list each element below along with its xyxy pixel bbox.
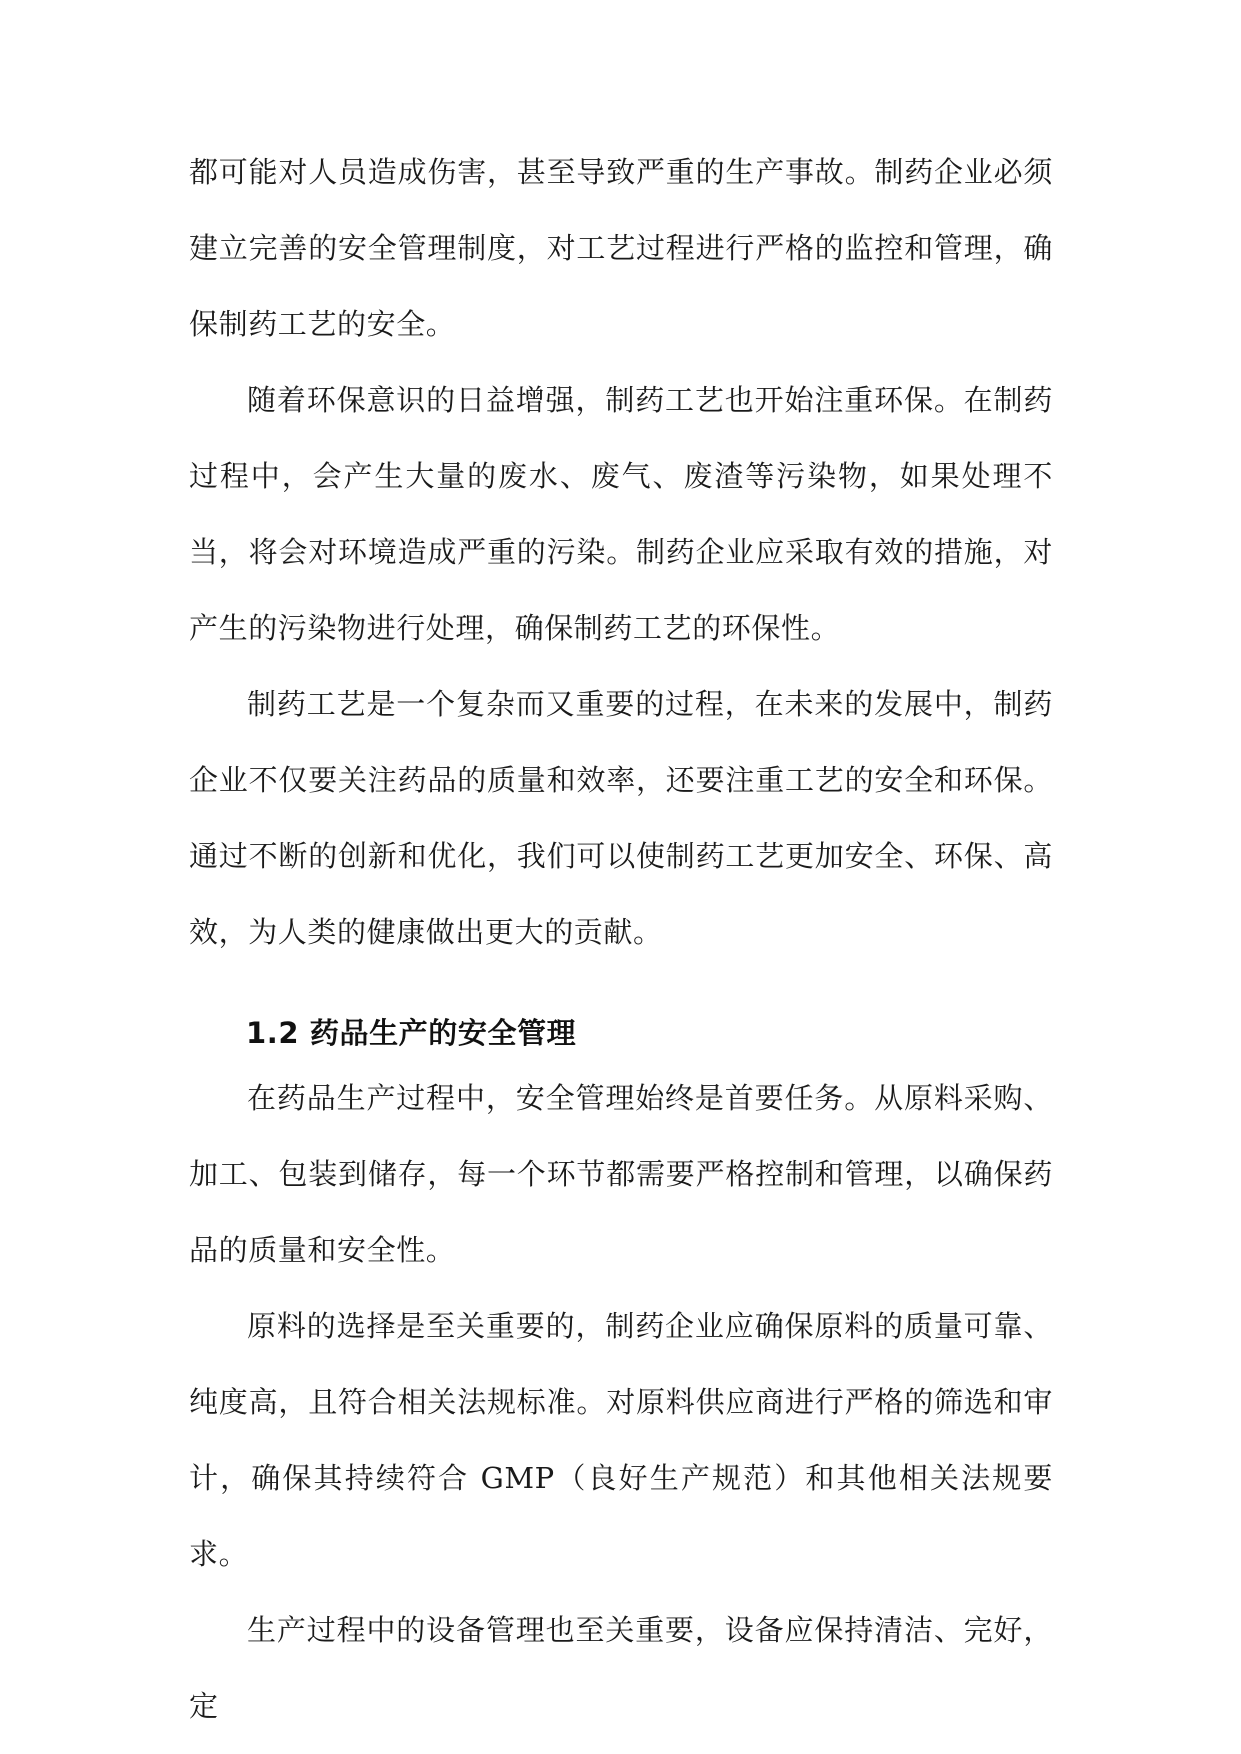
paragraph-environmental-protection: 随着环保意识的日益增强，制药工艺也开始注重环保。在制药过程中，会产生大量的废水、废气、废渣等污染物，如果处理不当，将会对环境造成严重的污染。制药企业应采取有效的措施，对产生的污染物进行处理，确保制药工艺的环保性。 <box>189 383 1053 645</box>
section-heading: 1.2 药品生产的安全管理 <box>246 1016 577 1050</box>
paragraph-safety-management: 在药品生产过程中，安全管理始终是首要任务。从原料采购、加工、包装到储存，每一个环节都需要严格控制和管理，以确保药品的质量和安全性。 <box>189 1081 1053 1267</box>
paragraph-raw-materials: 原料的选择是至关重要的，制药企业应确保原料的质量可靠、纯度高，且符合相关法规标准。对原料供应商进行严格的筛选和审计，确保其持续符合 GMP（良好生产规范）和其他相关法规要求。 <box>189 1309 1053 1571</box>
paragraph-continued: 都可能对人员造成伤害，甚至导致严重的生产事故。制药企业必须建立完善的安全管理制度，对工艺过程进行严格的监控和管理，确保制药工艺的安全。 <box>189 155 1053 341</box>
paragraph-equipment-management: 生产过程中的设备管理也至关重要，设备应保持清洁、完好，定 <box>189 1613 1053 1723</box>
text-block-1 <box>189 134 1053 970</box>
paragraph-conclusion: 制药工艺是一个复杂而又重要的过程，在未来的发展中，制药企业不仅要关注药品的质量和效率，还要注重工艺的安全和环保。通过不断的创新和优化，我们可以使制药工艺更加安全、环保、高效，为人类的健康做出更大的贡献。 <box>189 687 1053 949</box>
text-block-2 <box>189 1060 1053 1744</box>
